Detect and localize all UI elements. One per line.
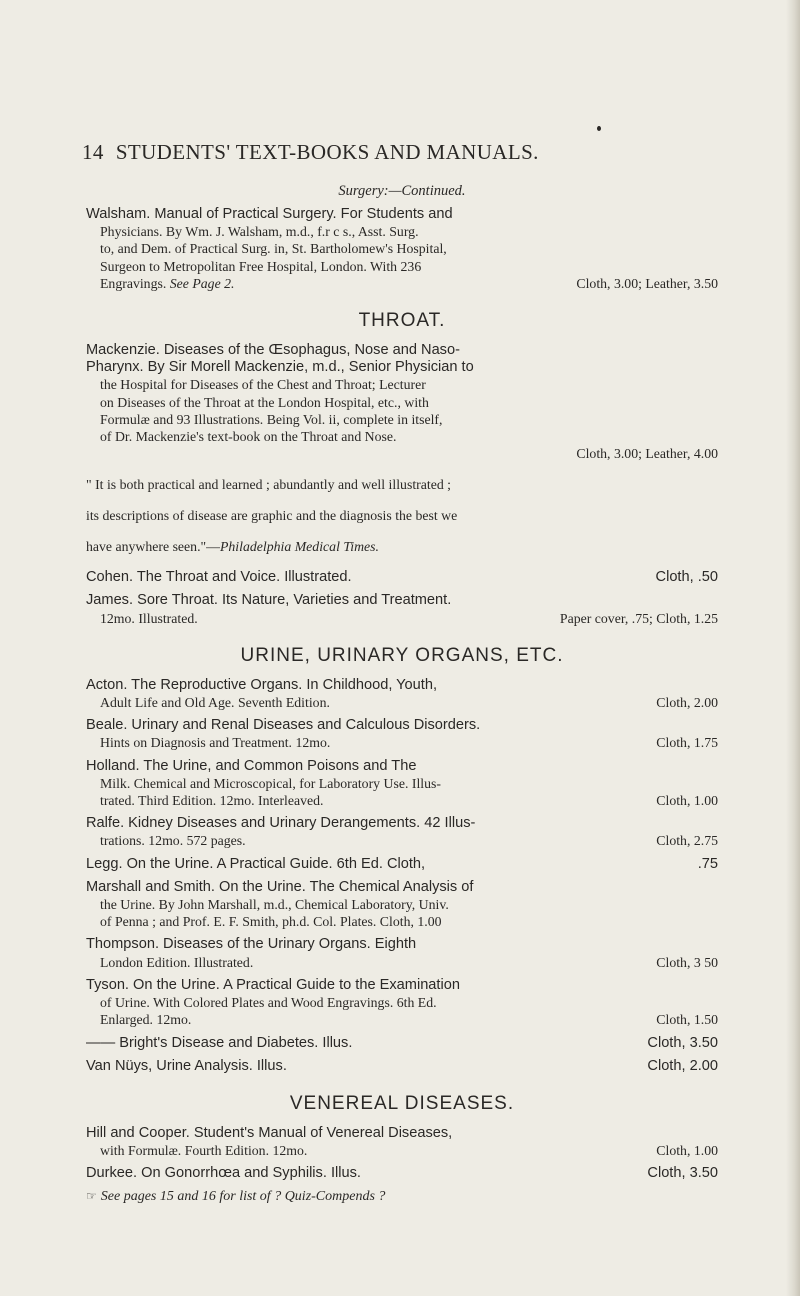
entry-hill bbox=[86, 1125, 718, 1159]
marshall-line: of Penna ; and Prof. E. F. Smith, ph.d. Col. Plates. Cloth, 1.00 bbox=[100, 914, 442, 930]
beale-line: Hints on Diagnosis and Treatment. 12mo. bbox=[100, 735, 331, 751]
price: Cloth, 3.00; Leather, 4.00 bbox=[576, 446, 718, 462]
entry-thompson bbox=[86, 936, 718, 970]
price: Cloth, 1.00 bbox=[656, 793, 718, 809]
entry-walsham bbox=[86, 206, 718, 292]
entry-van-nuys bbox=[86, 1058, 718, 1075]
entry-james bbox=[86, 592, 718, 626]
quote-source: Philadelphia Medical Times. bbox=[219, 539, 379, 555]
walsham-line: Walsham. Manual of Practical Surgery. For Students and bbox=[86, 206, 453, 222]
ralfe-line: trations. 12mo. 572 pages. bbox=[100, 833, 246, 849]
mackenzie-line: the Hospital for Diseases of the Chest and Throat; Lecturer bbox=[100, 377, 426, 393]
beale-line: Beale. Urinary and Renal Diseases and Calculous Disorders. bbox=[86, 717, 481, 734]
entry-tyson bbox=[86, 977, 718, 1029]
tyson-line: Tyson. On the Urine. A Practical Guide to the Examination bbox=[86, 976, 460, 993]
acton-line: Acton. The Reproductive Organs. In Childhood, Youth, bbox=[86, 676, 438, 693]
mackenzie-line: Mackenzie. Diseases of the Œsophagus, Nose and Naso- bbox=[86, 342, 460, 359]
price: Cloth, 3.50 bbox=[647, 1165, 718, 1182]
pointing-hand-icon: ☞ bbox=[86, 1188, 97, 1203]
page-content bbox=[82, 140, 718, 1205]
page-header bbox=[82, 140, 718, 165]
price: Cloth, 1.00 bbox=[656, 1143, 718, 1159]
entry-mackenzie bbox=[86, 342, 718, 462]
section-heading-throat: THROAT. bbox=[358, 310, 446, 332]
price: Cloth, 1.75 bbox=[656, 735, 718, 751]
tyson-line: Enlarged. 12mo. bbox=[100, 1012, 192, 1028]
entry-cohen bbox=[86, 569, 718, 586]
entry-legg bbox=[86, 856, 718, 873]
ralfe-line: Ralfe. Kidney Diseases and Urinary Derangements. 42 Illus- bbox=[86, 815, 476, 832]
quote-line: its descriptions of disease are graphic and the diagnosis the best we bbox=[86, 508, 458, 524]
page-reference: See Page 2. bbox=[169, 275, 235, 291]
walsham-line: Engravings. bbox=[100, 275, 167, 291]
cohen-title: Cohen. The Throat and Voice. Illustrated. bbox=[86, 569, 352, 586]
price: Paper cover, .75; Cloth, 1.25 bbox=[559, 610, 718, 626]
price: Cloth, 1.50 bbox=[656, 1012, 718, 1028]
tyson-line: of Urine. With Colored Plates and Wood Engravings. 6th Ed. bbox=[100, 995, 437, 1011]
price: Cloth, 2.00 bbox=[647, 1057, 718, 1074]
section-heading-urine: URINE, URINARY ORGANS, ETC. bbox=[240, 644, 564, 666]
thompson-line: Thompson. Diseases of the Urinary Organs. Eighth bbox=[86, 936, 417, 953]
marshall-line: the Urine. By John Marshall, m.d., Chemical Laboratory, Univ. bbox=[100, 897, 449, 913]
price: .75 bbox=[697, 855, 718, 872]
hill-line: Hill and Cooper. Student's Manual of Venereal Diseases, bbox=[86, 1124, 453, 1141]
page-edge-shadow bbox=[786, 0, 800, 1296]
tyson2-title: —— Bright's Disease and Diabetes. Illus. bbox=[86, 1034, 353, 1051]
page-number: 14 bbox=[82, 140, 104, 164]
entry-durkee bbox=[86, 1165, 718, 1182]
mackenzie-line: Pharynx. By Sir Morell Mackenzie, m.d., Senior Physician to bbox=[86, 359, 474, 376]
walsham-line: Surgeon to Metropolitan Free Hospital, London. With 236 bbox=[100, 258, 422, 274]
holland-line: Holland. The Urine, and Common Poisons and The bbox=[86, 757, 417, 774]
price: Cloth, 2.75 bbox=[656, 833, 718, 849]
entry-holland bbox=[86, 758, 718, 810]
durkee-title: Durkee. On Gonorrhœa and Syphilis. Illus. bbox=[86, 1165, 361, 1182]
entry-marshall bbox=[86, 879, 718, 931]
price: Cloth, 3.50 bbox=[647, 1034, 718, 1051]
review-quote bbox=[86, 476, 718, 555]
quote-line: " It is both practical and learned ; abundantly and well illustrated ; bbox=[86, 477, 452, 493]
walsham-line: Physicians. By Wm. J. Walsham, m.d., f.r c s., Asst. Surg. bbox=[100, 224, 419, 240]
thompson-line: London Edition. Illustrated. bbox=[100, 954, 254, 970]
mackenzie-line: of Dr. Mackenzie's text-book on the Throat and Nose. bbox=[100, 429, 397, 445]
entry-ralfe bbox=[86, 815, 718, 849]
page-title: STUDENTS' TEXT-BOOKS AND MANUALS. bbox=[115, 140, 539, 164]
walsham-line: to, and Dem. of Practical Surg. in, St. Bartholomew's Hospital, bbox=[100, 241, 447, 257]
price: Cloth, 3 50 bbox=[656, 954, 718, 970]
price: Cloth, 2.00 bbox=[656, 695, 718, 711]
acton-line: Adult Life and Old Age. Seventh Edition. bbox=[100, 695, 330, 711]
holland-line: Milk. Chemical and Microscopical, for Laboratory Use. Illus- bbox=[100, 775, 441, 791]
quote-line: have anywhere seen."— bbox=[86, 539, 220, 555]
entry-beale bbox=[86, 717, 718, 751]
hill-line: with Formulæ. Fourth Edition. 12mo. bbox=[100, 1143, 308, 1159]
footnote bbox=[86, 1189, 718, 1205]
mackenzie-line: Formulæ and 93 Illustrations. Being Vol. ii, complete in itself, bbox=[100, 411, 443, 427]
footnote-text: See pages 15 and 16 for list of ? Quiz-Compends ? bbox=[100, 1188, 386, 1204]
legg-line: Legg. On the Urine. A Practical Guide. 6th Ed. Cloth, bbox=[86, 855, 426, 872]
james-line: 12mo. Illustrated. bbox=[100, 610, 198, 626]
marshall-line: Marshall and Smith. On the Urine. The Chemical Analysis of bbox=[86, 878, 474, 895]
entry-acton bbox=[86, 677, 718, 711]
subheading-surgery: Surgery:—Continued. bbox=[338, 183, 466, 199]
vannuys-title: Van Nüys, Urine Analysis. Illus. bbox=[86, 1057, 287, 1074]
ink-dot bbox=[597, 126, 601, 131]
price: Cloth, .50 bbox=[655, 569, 718, 586]
entry-tyson-brights bbox=[86, 1035, 718, 1052]
james-line: James. Sore Throat. Its Nature, Varieties and Treatment. bbox=[86, 592, 452, 609]
price: Cloth, 3.00; Leather, 3.50 bbox=[576, 275, 718, 291]
holland-line: trated. Third Edition. 12mo. Interleaved. bbox=[100, 793, 324, 809]
section-heading-venereal: VENEREAL DISEASES. bbox=[289, 1092, 515, 1114]
mackenzie-line: on Diseases of the Throat at the London Hospital, etc., with bbox=[100, 394, 429, 410]
